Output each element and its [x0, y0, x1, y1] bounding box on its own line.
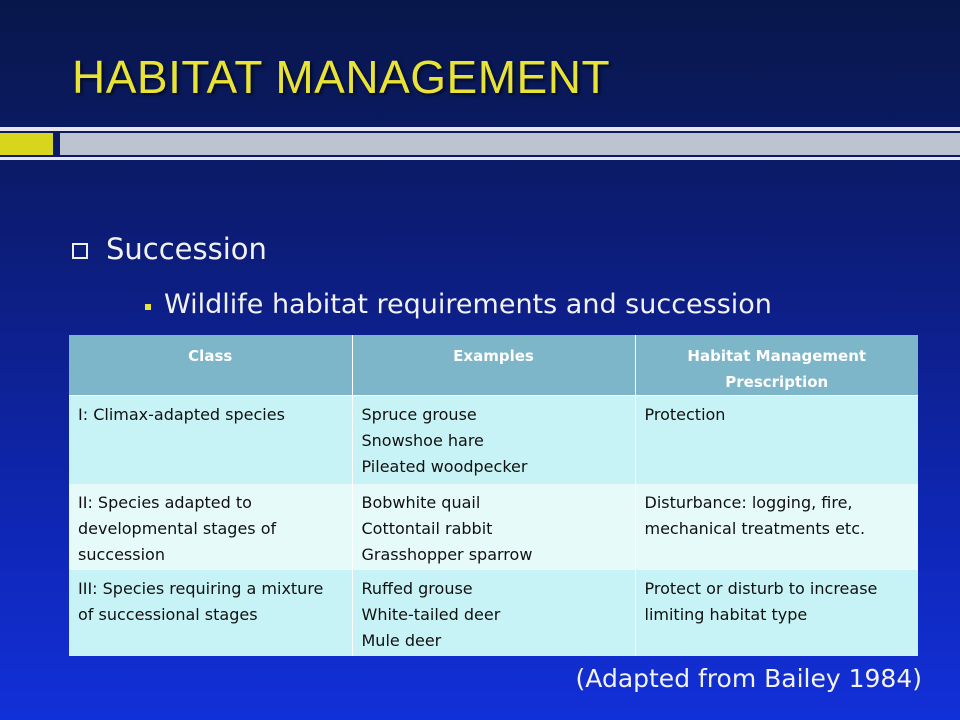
cell-examples	[352, 570, 635, 656]
example-item: Bobwhite quail	[361, 492, 481, 512]
header-examples: Examples	[352, 335, 635, 396]
example-item: Cottontail rabbit	[361, 518, 493, 538]
example-item: Pileated woodpecker	[361, 457, 528, 476]
title-divider-bar	[60, 133, 960, 155]
bullet-level1	[72, 232, 267, 266]
header-prescription	[635, 335, 918, 396]
source-citation: (Adapted from Bailey 1984)	[575, 664, 922, 693]
table-header-row	[69, 335, 918, 396]
cell-examples	[352, 396, 635, 484]
example-item: Mule deer	[361, 630, 442, 650]
header-prescription-text: Habitat Management Prescription	[687, 347, 867, 391]
cell-prescription: Protect or disturb to increase limiting habitat type	[635, 570, 918, 656]
hollow-square-icon	[72, 243, 88, 259]
cell-prescription: Protection	[635, 396, 918, 484]
cell-class: III: Species requiring a mixture of successional stages	[69, 570, 352, 656]
divider-line-bottom	[0, 157, 960, 160]
cell-examples	[352, 484, 635, 570]
slide-title: HABITAT MANAGEMENT	[72, 51, 611, 103]
example-item: Ruffed grouse	[361, 578, 473, 598]
table-row	[69, 570, 918, 656]
example-item: Spruce grouse	[361, 405, 477, 424]
header-class: Class	[69, 335, 352, 396]
cell-prescription: Disturbance: logging, fire, mechanical treatments etc.	[635, 484, 918, 570]
habitat-table	[69, 335, 918, 656]
example-item: Snowshoe hare	[361, 431, 484, 450]
example-item: White-tailed deer	[361, 604, 501, 624]
bullet-level2	[145, 289, 772, 320]
example-item: Grasshopper sparrow	[361, 544, 533, 564]
cell-class: I: Climax-adapted species	[69, 396, 352, 484]
table-row	[69, 396, 918, 484]
filled-square-icon	[145, 304, 151, 310]
accent-bar	[0, 133, 53, 155]
divider-line-top	[0, 127, 960, 131]
bullet-level2-text: Wildlife habitat requirements and succession	[164, 289, 772, 320]
bullet-level1-text: Succession	[106, 232, 267, 266]
cell-class: II: Species adapted to developmental stages of succession	[69, 484, 352, 570]
table-row	[69, 484, 918, 570]
